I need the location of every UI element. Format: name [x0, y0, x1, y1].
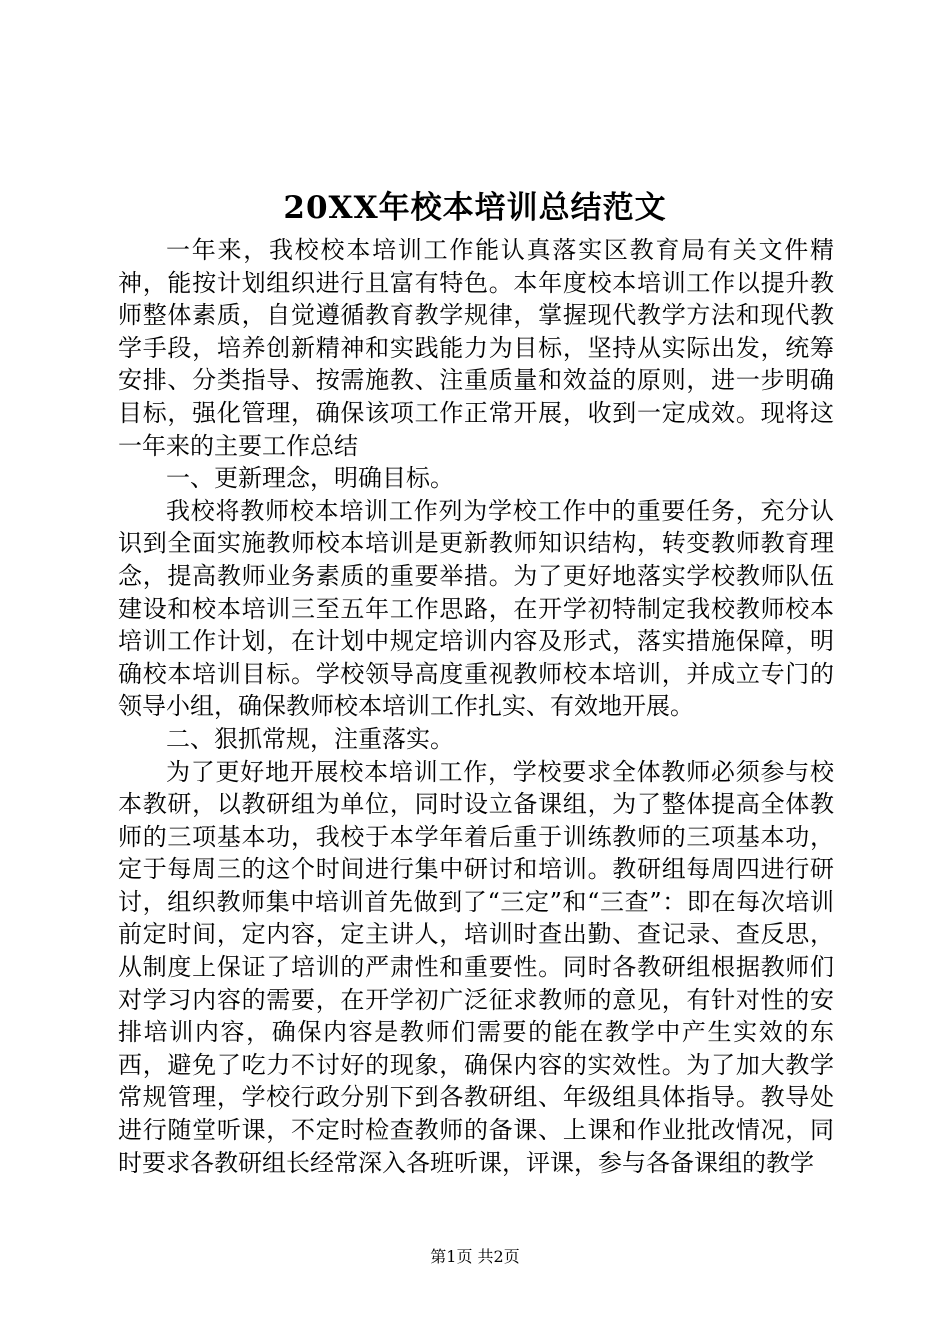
page-footer: 第1页 共2页: [430, 1247, 520, 1266]
paragraph-section-1: 我校将教师校本培训工作列为学校工作中的重要任务，充分认识到全面实施教师校本培训是更新教师知识结构，转变教师教育理念，提高教师业务素质的重要举措。为了更好地落实学校教师队伍建设和校本培训三至五年工作思路，在开学初特制定我校教师校本培训工作计划，在计划中规定培训内容及形式，落实措施保障，明确校本培训目标。学校领导高度重视教师校本培训，并成立专门的领导小组，确保教师校本培训工作扎实、有效地开展。: [118, 496, 834, 721]
section-heading-1: 一、更新理念，明确目标。: [166, 464, 454, 493]
paragraph-section-2: 为了更好地开展校本培训工作，学校要求全体教师必须参与校本教研，以教研组为单位，同时设立备课组，为了整体提高全体教师的三项基本功，我校于本学年着后重于训练教师的三项基本功，定于每周三的这个时间进行集中研讨和培训。教研组每周四进行研讨，组织教师集中培训首先做到了“三定”和“三查”：即在每次培训前定时间，定内容，定主讲人，培训时查出勤、查记录、查反思，从制度上保证了培训的严肃性和重要性。同时各教研组根据教师们对学习内容的需要，在开学初广泛征求教师的意见，有针对性的安排培训内容，确保内容是教师们需要的能在教学中产生实效的东西，避免了吃力不讨好的现象，确保内容的实效性。为了加大教学常规管理，学校行政分别下到各教研组、年级组具体指导。教导处进行随堂听课，不定时检查教师的备课、上课和作业批改情况，同时要求各教研组长经常深入各班听课，评课，参与各备课组的教学: [118, 757, 834, 1177]
document-body: [118, 234, 834, 1179]
section-heading-2: 二、狠抓常规，注重落实。: [166, 724, 454, 753]
document-title: 20XX年校本培训总结范文: [283, 190, 667, 226]
paragraph-intro: 一年来，我校校本培训工作能认真落实区教育局有关文件精神，能按计划组织进行且富有特色。本年度校本培训工作以提升教师整体素质，自觉遵循教育教学规律，掌握现代教学方法和现代教学手段，培养创新精神和实践能力为目标，坚持从实际出发，统筹安排、分类指导、按需施教、注重质量和效益的原则，进一步明确目标，强化管理，确保该项工作正常开展，收到一定成效。现将这一年来的主要工作总结: [118, 236, 834, 460]
